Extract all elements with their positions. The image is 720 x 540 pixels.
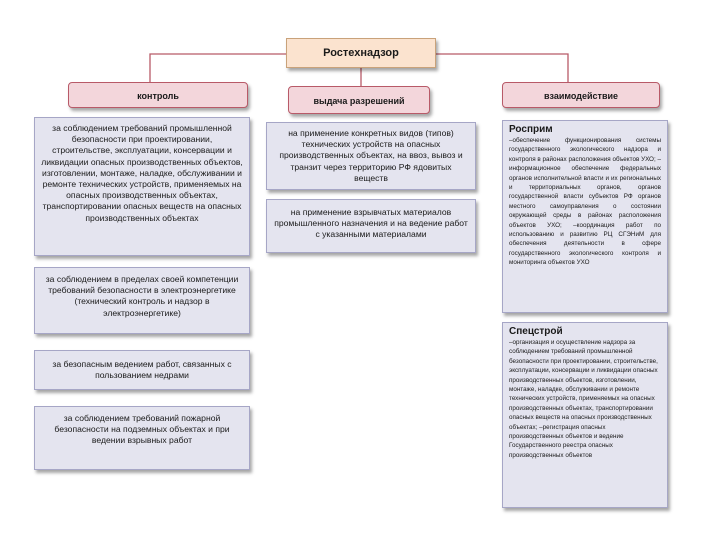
root-node — [286, 38, 436, 68]
interaction-item-spetsstroy — [502, 322, 668, 508]
interaction-item-2-text: –организация и осуществление надзора за соблюдением требований промышленной безопасности при проектировании, строительстве, эксплуатации, консервации и ликвидации опасных производственных объектов, изготовлении, монтаже, наладке, обслуживании и ремонте технических устройств, применяемых на опасных производственных объектах, транспортировании опасных веществ на опасных производственных объектах; –регистрация опасных производственных объектов и ведение Государственного реестра опасных производственных объектов — [509, 339, 658, 459]
category-interaction-label: взаимодействие — [543, 91, 619, 101]
category-control — [68, 82, 248, 108]
interaction-item-1-name: Росприм — [509, 124, 553, 135]
control-item-4 — [34, 406, 250, 470]
category-interaction — [502, 82, 660, 108]
control-item-3-text: за безопасным ведением работ, связанных с пользованием недрами — [52, 359, 232, 381]
control-item-4-text: за соблюдением требований пожарной безопасности на подземных объектах и при ведении взрывных работ — [54, 413, 230, 446]
interaction-item-1-text: –обеспечение функционирования системы государственного экологического надзора и контроля в районах расположения объектов УХО; –информационное обеспечение федеральных органов исполнительной власти и их региональных и территориальных органов, органов государственной власти субъектов РФ органов местного самоуправления о состоянии окружающей среды в районах расположения объектов УХО; –координация работ по использованию и развитию РЦ СГЭНиМ для обеспечения деятельности в сфере государственного экологического контроля и мониторинга объектов УХО — [509, 137, 661, 267]
permit-item-1-text: на применение конкретных видов (типов) технических устройств на опасных производственных объектах, на ввоз, вывоз и транзит через территорию РФ ядовитых веществ — [279, 128, 463, 183]
control-item-1-text: за соблюдением требований промышленной безопасности при проектировании, строительстве, эксплуатации, консервации и ликвидации опасных производственных объектов, изготовлении, монтаже, наладке, обслуживании и ремонте технических устройств, применяемых на опасных производственных объектах, транспортировании опасных веществ на опасных производственных объектах — [41, 123, 243, 223]
control-item-3 — [34, 350, 250, 390]
connector-root-control — [150, 54, 286, 82]
category-control-label: контроль — [137, 91, 179, 101]
category-permits-label: выдача разрешений — [313, 96, 405, 106]
control-item-2 — [34, 267, 250, 334]
root-label: Ростехнадзор — [323, 47, 399, 59]
permit-item-1 — [266, 122, 476, 190]
permit-item-2 — [266, 199, 476, 253]
control-item-2-text: за соблюдением в пределах своей компетенции требований безопасности в электроэнергетике (технический контроль и надзор в электроэнергетике) — [45, 274, 239, 318]
interaction-item-rosprirod — [502, 120, 668, 313]
permit-item-2-text: на применение взрывчатых материалов промышленного назначения и на ведение работ с указанными материалами — [274, 207, 468, 240]
connector-root-interaction — [436, 54, 568, 82]
interaction-item-2-name: Спецстрой — [509, 326, 563, 337]
category-permits — [288, 86, 430, 114]
control-item-1 — [34, 117, 250, 256]
